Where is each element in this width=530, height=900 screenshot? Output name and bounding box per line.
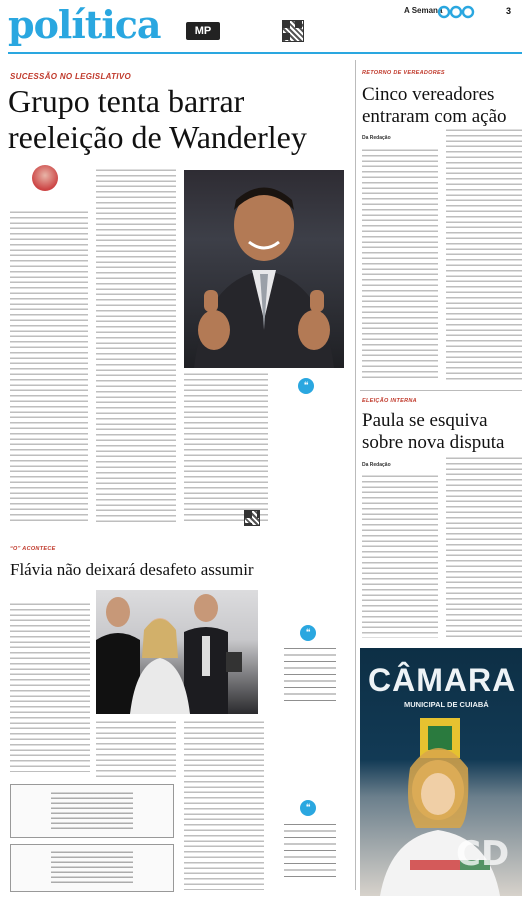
sidebar2-headline-line2: sobre nova disputa: [362, 432, 505, 453]
lead-headline-line1: Grupo tenta barrar: [8, 83, 245, 119]
section-title: política: [8, 2, 161, 47]
camara-sign-subtitle: MUNICIPAL DE CUIABÁ: [404, 700, 489, 709]
second-body-col2: [96, 720, 176, 780]
lead-headline-line2: reeleição de Wanderley: [8, 119, 307, 155]
column-divider: [355, 60, 356, 890]
lead-body-col3: [184, 372, 268, 522]
second-photo: [96, 590, 258, 714]
group-illustration: [96, 590, 258, 714]
sidebar1-body-col1: [362, 148, 438, 380]
camara-sign-title: CÂMARA: [368, 662, 517, 698]
author-avatar: [32, 165, 58, 191]
page-number: 3: [506, 6, 512, 16]
lead-body-col2: [96, 168, 176, 522]
info-box-1-lines: [51, 791, 133, 831]
second-body-col1: [10, 602, 90, 772]
paper-name: A Semana: [404, 6, 443, 15]
quote-icon: ❝: [298, 378, 314, 394]
info-box-2: [10, 844, 174, 892]
quote-icon: ❝: [300, 800, 316, 816]
quote-icon: ❝: [300, 625, 316, 641]
second-body-col3: [184, 720, 264, 890]
pull-quote-1: [284, 646, 336, 706]
sidebar2-headline-line1: Paula se esquiva: [362, 410, 488, 431]
sidebar2-byline: Da Redação: [362, 462, 391, 468]
sidebar1-byline: Da Redação: [362, 135, 391, 141]
camara-photo: [360, 648, 522, 896]
second-kicker: “O” ACONTECE: [10, 546, 56, 552]
qr-code-icon: [282, 20, 304, 42]
sidebar1-headline-line2: entraram com ação: [362, 106, 507, 127]
info-box-2-lines: [51, 850, 133, 886]
sidebar1-headline-line1: Cinco vereadores: [362, 84, 495, 105]
section-badge: MP: [186, 22, 220, 40]
sidebar2-body-col2: [446, 456, 522, 638]
second-headline: Flávia não deixará desafeto assumir: [10, 560, 254, 579]
sidebar2-kicker: ELEIÇÃO INTERNA: [362, 398, 417, 404]
watermark: CD: [456, 834, 510, 874]
lead-kicker: SUCESSÃO NO LEGISLATIVO: [10, 72, 131, 81]
rings-icon: [437, 5, 499, 19]
header-rule: [8, 52, 522, 54]
info-box-1: [10, 784, 174, 838]
sidebar-rule: [360, 390, 522, 391]
sidebar2-body-col1: [362, 474, 438, 638]
lead-body-col1: [10, 210, 88, 522]
sidebar1-body-col2: [446, 128, 522, 380]
sidebar1-kicker: RETORNO DE VEREADORES: [362, 70, 445, 76]
qr-code-icon: [244, 510, 260, 526]
lead-photo: [184, 170, 344, 368]
pull-quote-2: [284, 822, 336, 880]
portrait-illustration: [184, 170, 344, 368]
